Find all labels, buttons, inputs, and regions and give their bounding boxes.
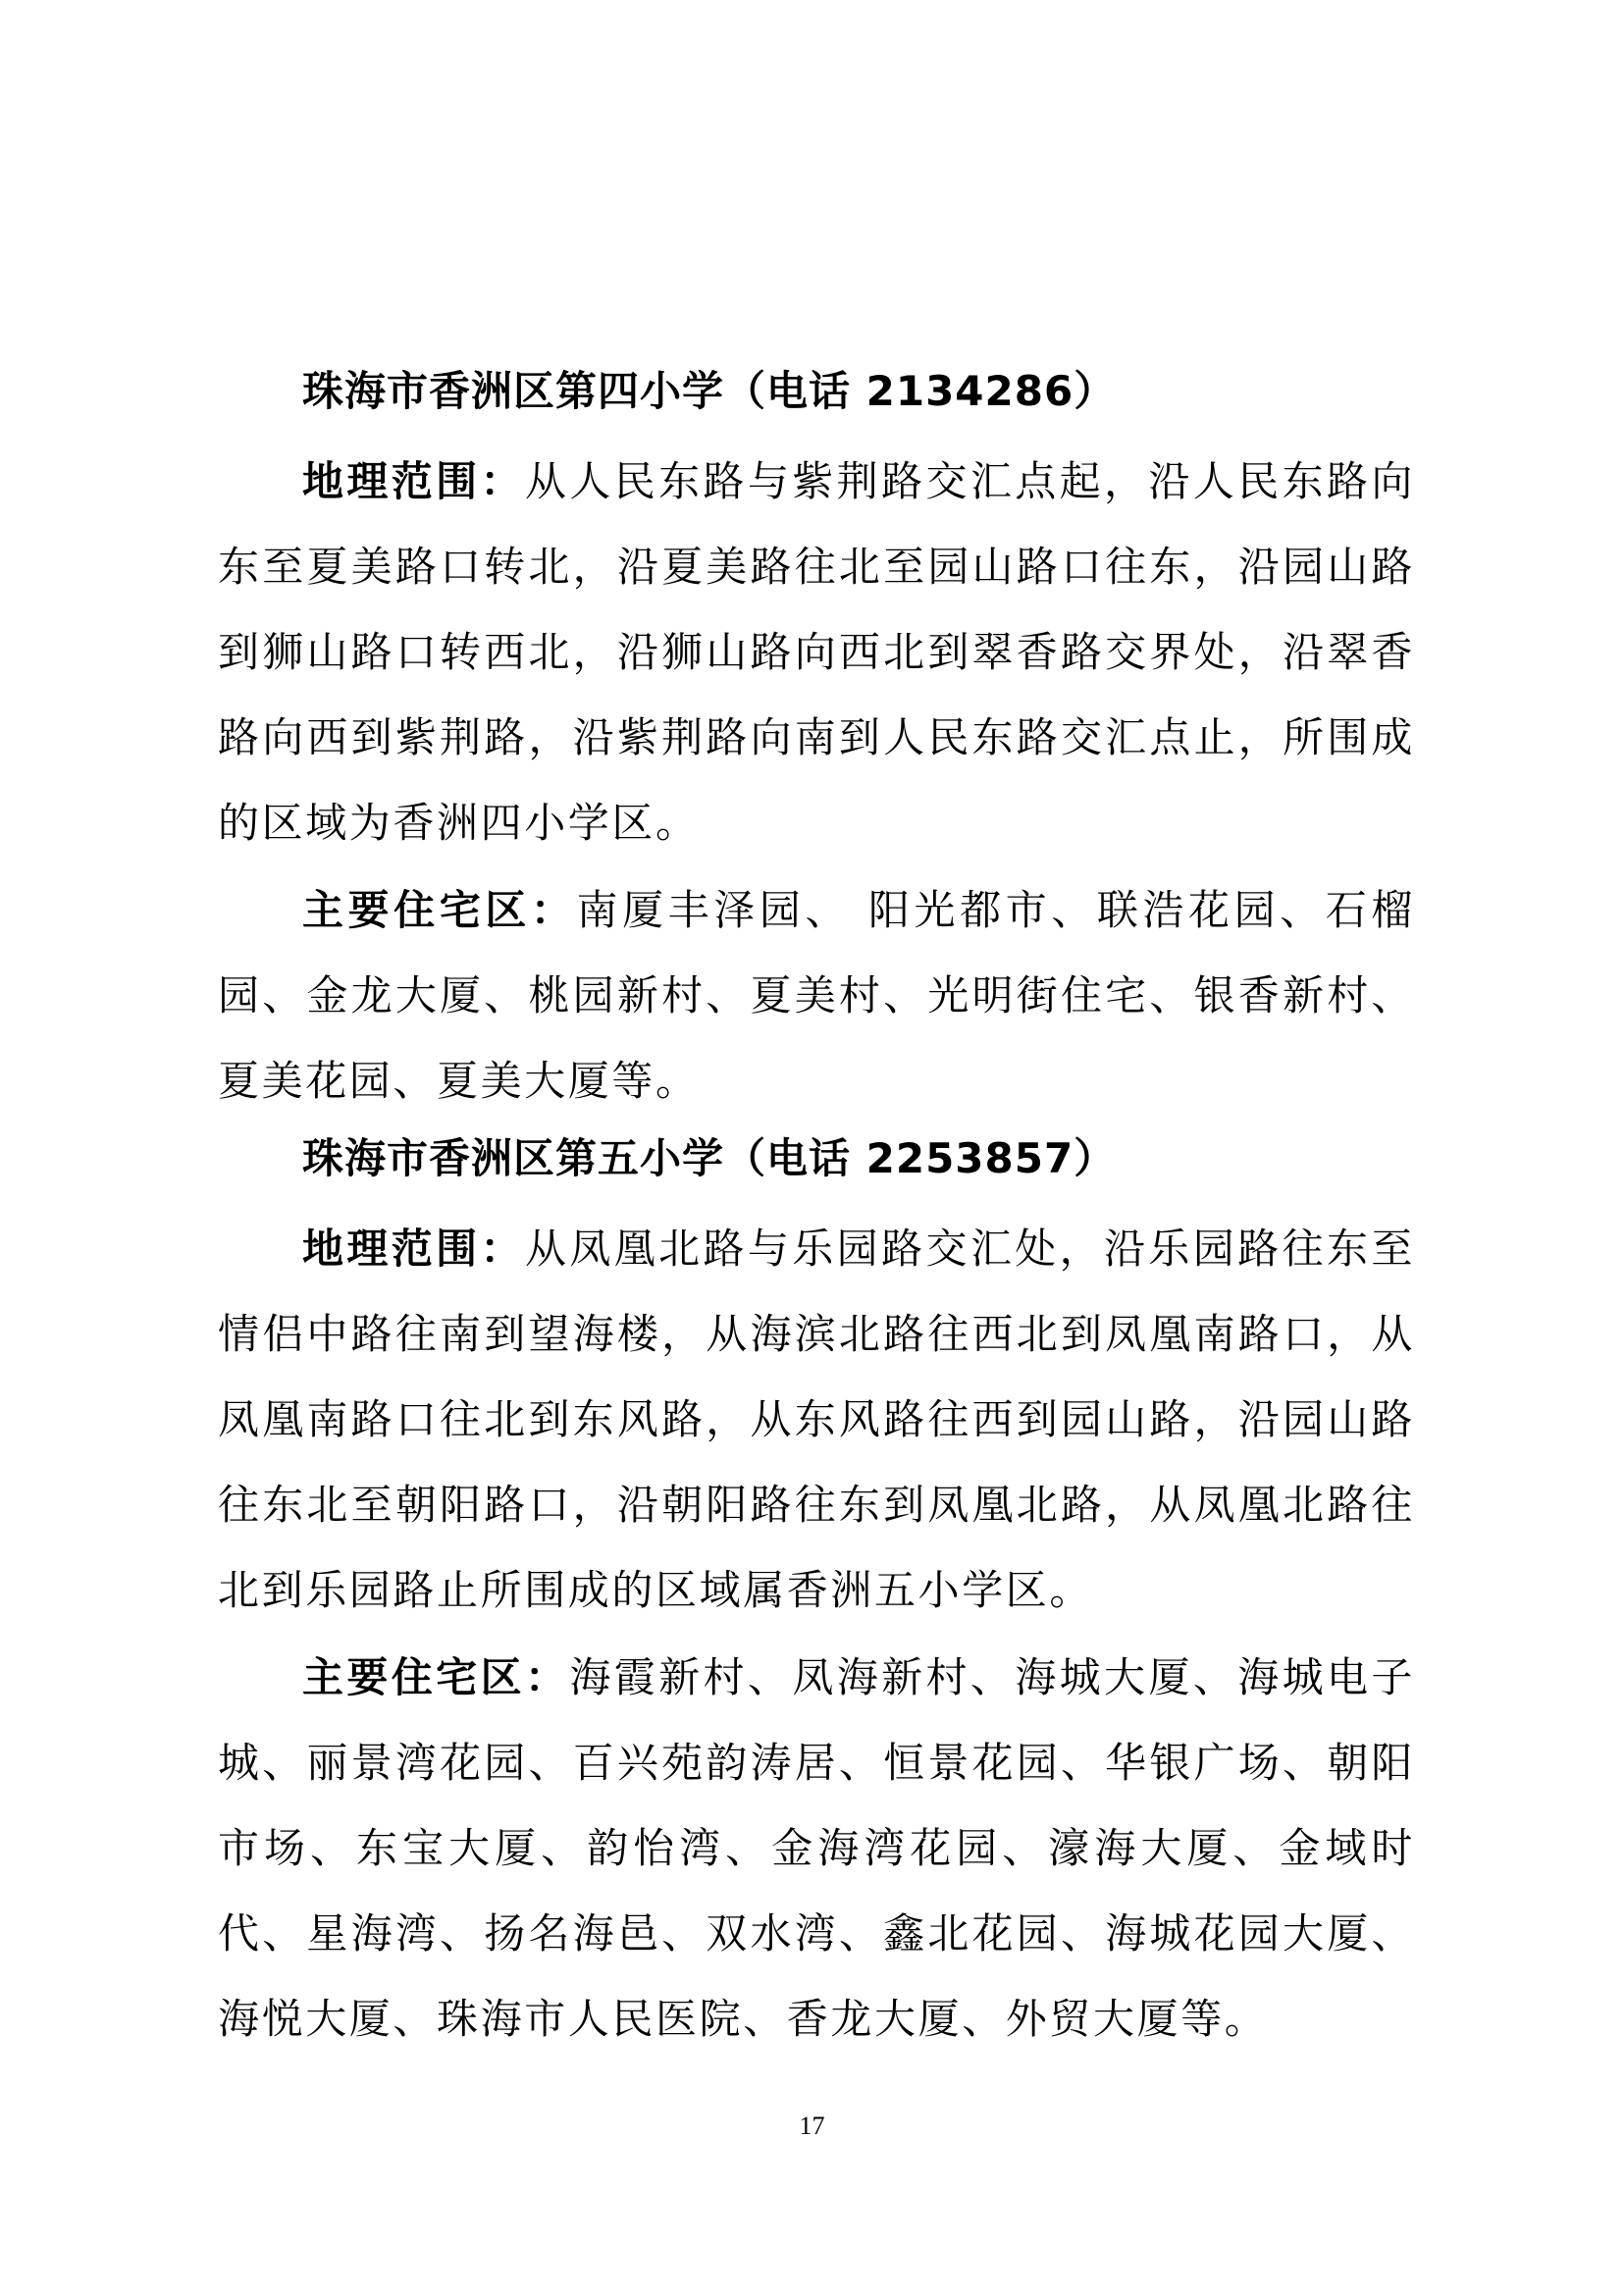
residential-areas-text: 南厦丰泽园、 阳光都市、联浩花园、石榴园、金龙大厦、桃园新村、夏美村、光明街住宅、银香新村、夏美花园、夏美大厦等。 (218, 886, 1415, 1105)
residential-areas-text: 海霞新村、凤海新村、海城大厦、海城电子城、丽景湾花园、百兴苑韵涛居、恒景花园、华银广场、朝阳市场、东宝大厦、韵怡湾、金海湾花园、濠海大厦、金域时代、星海湾、扬名海邑、双水湾、鑫北花园、海城花园大厦、海悦大厦、珠海市人民医院、香龙大厦、外贸大厦等。 (218, 1653, 1415, 2043)
geographic-range-text: 从人民东路与紫荆路交汇点起，沿人民东路向东至夏美路口转北，沿夏美路往北至园山路口往东，沿园山路到狮山路口转西北，沿狮山路向西北到翠香路交界处，沿翠香路向西到紫荆路，沿紫荆路向南到人民东路交汇点止，所围成的区域为香洲四小学区。 (218, 457, 1415, 847)
residential-areas-label: 主要住宅区： (302, 1653, 570, 1701)
school-section-5 (218, 1128, 1415, 2061)
residential-areas-paragraph (218, 867, 1415, 1123)
residential-areas-label: 主要住宅区： (302, 886, 577, 934)
geographic-range-text: 从凤凰北路与乐园路交汇处，沿乐园路往东至情侣中路往南到望海楼，从海滨北路往西北到凤凰南路口，从凤凰南路口往北到东风路，从东风路往西到园山路，沿园山路往东北至朝阳路口，沿朝阳路往东到凤凰北路，从凤凰北路往北到乐园路止所围成的区域属香洲五小学区。 (218, 1225, 1415, 1614)
page-number: 17 (799, 2112, 825, 2140)
school-title: 珠海市香洲区第四小学（电话 2134286） (302, 367, 1117, 415)
geographic-range-label: 地理范围： (302, 457, 525, 505)
geographic-range-paragraph (218, 439, 1415, 865)
school-section-4 (218, 361, 1415, 1123)
school-title: 珠海市香洲区第五小学（电话 2253857） (302, 1134, 1117, 1182)
residential-areas-paragraph (218, 1635, 1415, 2061)
geographic-range-label: 地理范围： (302, 1225, 525, 1273)
geographic-range-paragraph (218, 1206, 1415, 1633)
